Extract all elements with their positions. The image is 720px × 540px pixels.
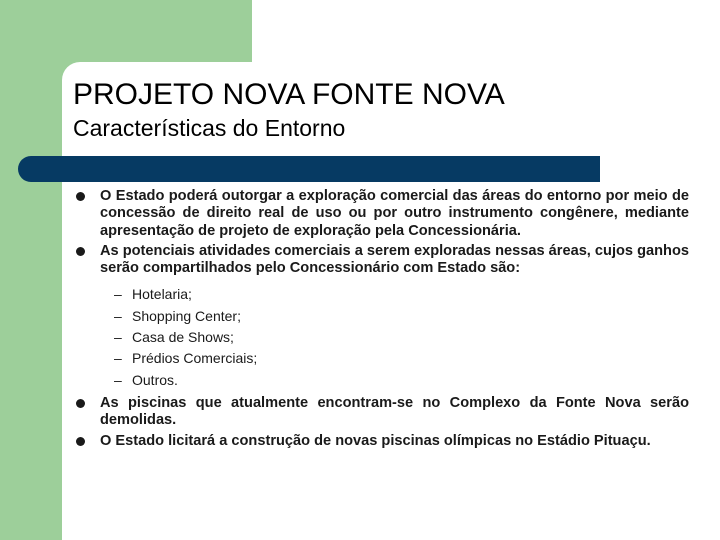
bullet-item [76,395,689,430]
bullet-dot-icon [76,437,85,446]
bullet-item [76,433,689,450]
sub-item-text: Shopping Center; [132,307,241,324]
dash-icon: – [114,371,122,388]
sub-list [114,284,689,390]
slide-title: PROJETO NOVA FONTE NOVA [73,78,505,111]
slide-content [76,188,689,453]
sub-item-text: Outros. [132,371,178,388]
sub-list-item [114,327,689,348]
bullet-item [76,188,689,240]
bullet-dot-icon [76,399,85,408]
bullet-text: As potenciais atividades comerciais a serem exploradas nessas áreas, cujos ganhos serão compartilhados pelo Concessionário com Estado são: [100,242,689,277]
bullet-text: O Estado poderá outorgar a exploração comercial das áreas do entorno por meio de concessão de direito real de uso ou por outro instrumento congênere, mediante apresentação de projeto de exploração pela Concessionária. [100,188,689,239]
bullet-dot-icon [76,247,85,256]
sub-list-item [114,348,689,369]
dash-icon: – [114,329,122,346]
bullet-dot-icon [76,192,85,201]
title-divider-bar [18,156,600,182]
sub-list-item [114,284,689,305]
bullet-text: O Estado licitará a construção de novas piscinas olímpicas no Estádio Pituaçu. [100,432,651,449]
green-left-stripe [0,0,62,540]
slide-subtitle: Características do Entorno [73,115,346,141]
sub-item-text: Prédios Comerciais; [132,350,258,367]
sub-list-item [114,370,689,391]
sub-item-text: Hotelaria; [132,286,192,303]
sub-item-text: Casa de Shows; [132,329,234,346]
dash-icon: – [114,286,122,303]
bullet-item [76,243,689,278]
sub-list-item [114,306,689,327]
bullet-text: As piscinas que atualmente encontram-se no Complexo da Fonte Nova serão demolidas. [100,394,689,429]
dash-icon: – [114,350,122,367]
dash-icon: – [114,307,122,324]
